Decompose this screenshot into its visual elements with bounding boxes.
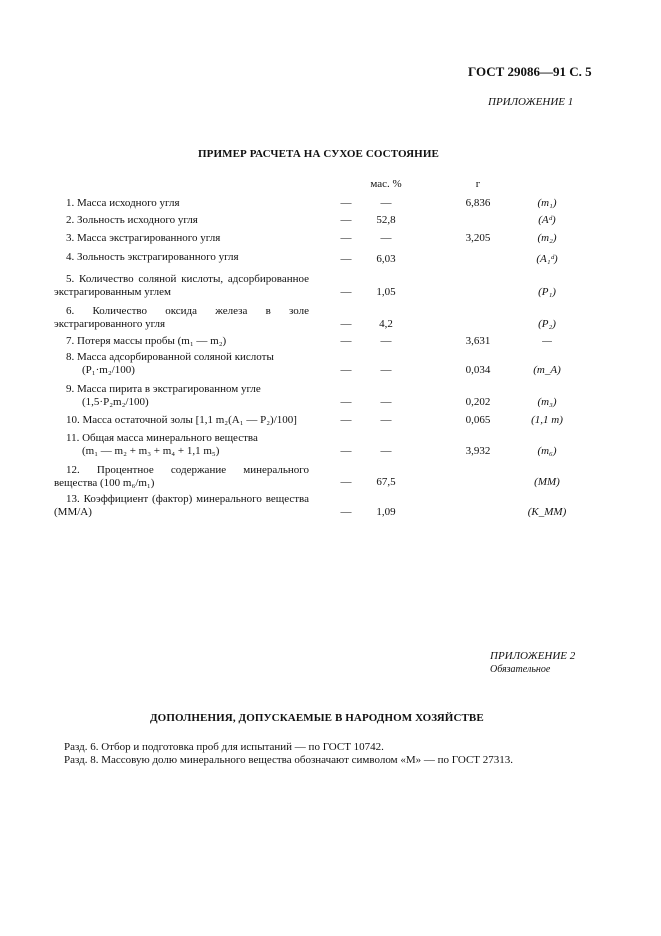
row-dash: — (340, 335, 352, 347)
row-pct-value: — (380, 197, 392, 209)
row-symbol: (P₂) (538, 318, 556, 330)
row-label: 10. Масса остаточной золы [1,1 m₂(A₁ — P₂)/100] (66, 414, 297, 426)
row-label: 9. Масса пирита в экстрагированном угле (66, 383, 261, 395)
row-label: 8. Масса адсорбированной соляной кислоты (66, 351, 274, 363)
row-symbol: (m₆) (537, 445, 557, 457)
row-symbol: (K_MM) (527, 506, 567, 518)
row-dash: — (340, 232, 352, 244)
appendix2-item-1: Разд. 6. Отбор и подготовка проб для испытаний — по ГОСТ 10742. (64, 741, 384, 753)
row-pct-value: — (380, 414, 392, 426)
row-symbol: (m_A) (533, 364, 561, 376)
row-label: 12. Процентное содержание минерального вещества (100 m₆/m₁) (54, 464, 309, 489)
row-pct-value: — (380, 396, 392, 408)
row-label: 1. Масса исходного угля (66, 197, 180, 209)
row-label: 13. Коэффициент (фактор) минерального вещества (MM/A) (54, 493, 309, 518)
row-label: 6. Количество оксида железа в золе экстрагированного угля (54, 305, 309, 330)
row-dash: — (340, 318, 352, 330)
row-g-value: 6,836 (465, 197, 491, 209)
row-label: 3. Масса экстрагированного угля (66, 232, 221, 244)
col-header-g: г (475, 178, 481, 190)
row-pct-value: — (380, 445, 392, 457)
row-pct-value: — (380, 335, 392, 347)
row-pct-value: 1,09 (376, 506, 396, 518)
appendix1-label: ПРИЛОЖЕНИЕ 1 (488, 96, 574, 108)
row-symbol: (A₁ᵈ) (536, 253, 558, 265)
row-dash: — (340, 414, 352, 426)
row-dash: — (340, 214, 352, 226)
row-symbol: (Aᵈ) (538, 214, 556, 226)
row-symbol: (P₁) (538, 286, 556, 298)
row-pct-value: 1,05 (376, 286, 396, 298)
row-dash: — (340, 476, 352, 488)
row-pct-value: — (380, 364, 392, 376)
row-dash: — (340, 396, 352, 408)
row-dash: — (340, 445, 352, 457)
row-symbol: (m₁) (537, 197, 557, 209)
row-symbol: (m₂) (537, 232, 557, 244)
row-label-line2: (P₁·m₂/100) (82, 364, 135, 376)
row-dash: — (340, 364, 352, 376)
row-pct-value: 4,2 (379, 318, 393, 330)
row-label-line2: (1,5·P₂m₂/100) (82, 396, 149, 408)
appendix2-title: ДОПОЛНЕНИЯ, ДОПУСКАЕМЫЕ В НАРОДНОМ ХОЗЯЙСТВЕ (150, 712, 484, 724)
row-g-value: 0,202 (465, 396, 491, 408)
row-g-value: 0,065 (465, 414, 491, 426)
row-symbol: (m₃) (537, 396, 557, 408)
row-g-value: 0,034 (465, 364, 491, 376)
standard-header: ГОСТ 29086—91 С. 5 (468, 64, 592, 79)
row-dash: — (340, 197, 352, 209)
row-dash: — (340, 286, 352, 298)
appendix2-label: ПРИЛОЖЕНИЕ 2 (490, 650, 576, 662)
row-dash: — (340, 253, 352, 265)
row-pct-value: 52,8 (376, 214, 396, 226)
example-title: ПРИМЕР РАСЧЕТА НА СУХОЕ СОСТОЯНИЕ (198, 148, 439, 160)
row-symbol: (1,1 m) (531, 414, 563, 426)
row-pct-value: 67,5 (376, 476, 396, 488)
row-label: 2. Зольность исходного угля (66, 214, 198, 226)
appendix2-item-2: Разд. 8. Массовую долю минерального вещества обозначают символом «М» — по ГОСТ 27313. (64, 754, 513, 766)
appendix2-status: Обязательное (490, 664, 551, 675)
row-dash: — (340, 506, 352, 518)
row-label: 5. Количество соляной кислоты, адсорбированное экстрагированным углем (54, 273, 309, 298)
row-g-value: 3,205 (465, 232, 491, 244)
row-g-value: 3,631 (465, 335, 491, 347)
row-label-line2: (m₁ — m₂ + m₃ + m₄ + 1,1 m₅) (82, 445, 220, 457)
row-symbol: (MM) (534, 476, 560, 488)
row-label: 4. Зольность экстрагированного угля (66, 251, 239, 263)
col-header-pct: мас. % (370, 178, 402, 190)
row-label: 7. Потеря массы пробы (m₁ — m₂) (66, 335, 227, 347)
row-g-value: 3,932 (465, 445, 491, 457)
row-pct-value: — (380, 232, 392, 244)
row-label: 11. Общая масса минерального вещества (66, 432, 258, 444)
row-pct-value: 6,03 (376, 253, 396, 265)
row-symbol: — (542, 335, 552, 347)
